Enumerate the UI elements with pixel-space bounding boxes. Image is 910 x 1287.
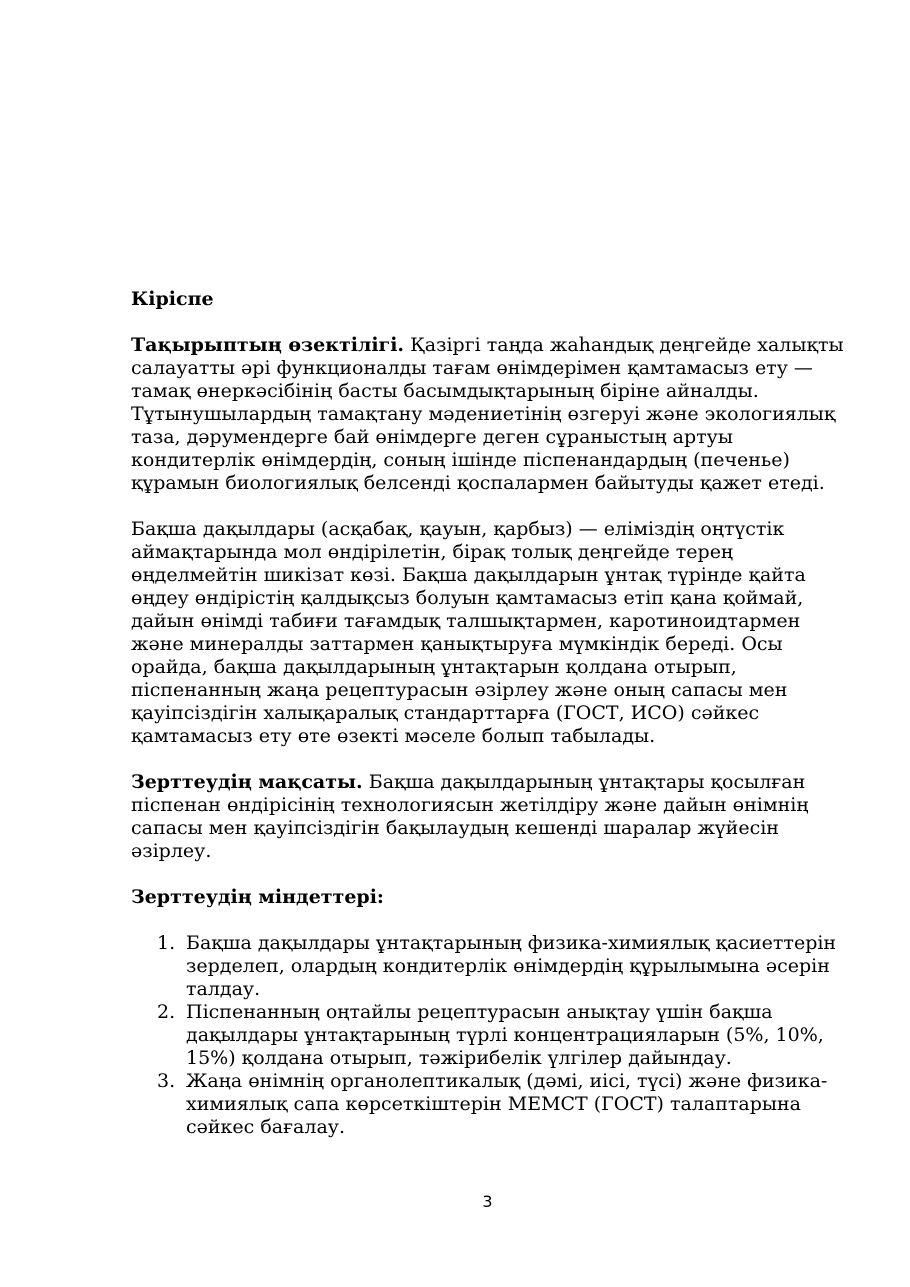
list-item-text: Бақша дақылдары ұнтақтарының физика-химиялық қасиеттерін зерделеп, олардың кондитерлік өнімдердің құрылымына әсерін талдау.: [186, 932, 837, 1000]
list-item-number: 2.: [157, 1001, 176, 1023]
goal-lead: Зерттеудің мақсаты.: [131, 771, 363, 793]
tasks-list: [131, 932, 846, 1139]
relevance-paragraph: [131, 334, 846, 495]
document-body: [131, 288, 846, 1139]
tasks-heading: Зерттеудің міндеттері:: [131, 886, 384, 908]
page-number: 3: [482, 1192, 493, 1211]
list-item: [131, 1070, 846, 1139]
list-item: [131, 1001, 846, 1070]
goal-text: Бақша дақылдарының ұнтақтары қосылған піспенан өндірісінің технологиясын жетілдіру және дайын өнімнің сапасы мен қауіпсіздігін бақылаудың кешенді шаралар жүйесін әзірлеу.: [131, 771, 809, 862]
raw-material-paragraph: Бақша дақылдары (асқабақ, қауын, қарбыз) — еліміздің оңтүстік аймақтарында мол өндірілетін, бірақ толық деңгейде терең өңделмейтін шикізат көзі. Бақша дақылдарын ұнтақ түрінде қайта өңдеу өндірістің қалдықсыз болуын қамтамасыз етіп қана қоймай, дайын өнімді табиғи тағамдық талшықтармен, каротиноидтармен және минералды заттармен қанықтыруға мүмкіндік береді. Осы орайда, бақша дақылдарының ұнтақтарын қолдана отырып, піспенанның жаңа рецептурасын әзірлеу және оның сапасы мен қауіпсіздігін халықаралық стандарттарға (ГОСТ, ИСО) сәйкес қамтамасыз ету өте өзекті мәселе болып табылады.: [131, 518, 806, 747]
relevance-text: Қазіргі таңда жаһандық деңгейде халықты салауатты әрі функционалды тағам өнімдерімен қамтамасыз ету — тамақ өнеркәсібінің басты басымдықтарының біріне айналды. Тұтынушылардың тамақтану мәдениетінің өзгеруі және экологиялық таза, дәрумендерге бай өнімдерге деген сұраныстың артуы кондитерлік өнімдердің, соның ішінде піспенандардың (печенье) құрамын биологиялық белсенді қоспалармен байытуды қажет етеді.: [131, 334, 844, 494]
list-item: [131, 932, 846, 1001]
list-item-number: 3.: [157, 1070, 176, 1092]
list-item-text: Жаңа өнімнің органолептикалық (дәмі, иісі, түсі) және физика-химиялық сапа көрсеткіштерін МЕМСТ (ГОСТ) талаптарына сәйкес бағалау.: [186, 1070, 828, 1138]
relevance-lead: Тақырыптың өзектілігі.: [131, 334, 405, 356]
goal-paragraph: [131, 771, 846, 863]
list-item-number: 1.: [157, 932, 176, 954]
section-heading: Кіріспе: [131, 288, 214, 310]
list-item-text: Піспенанның оңтайлы рецептурасын анықтау үшін бақша дақылдары ұнтақтарының түрлі концентрацияларын (5%, 10%, 15%) қолдана отырып, тәжірибелік үлгілер дайындау.: [186, 1001, 824, 1069]
